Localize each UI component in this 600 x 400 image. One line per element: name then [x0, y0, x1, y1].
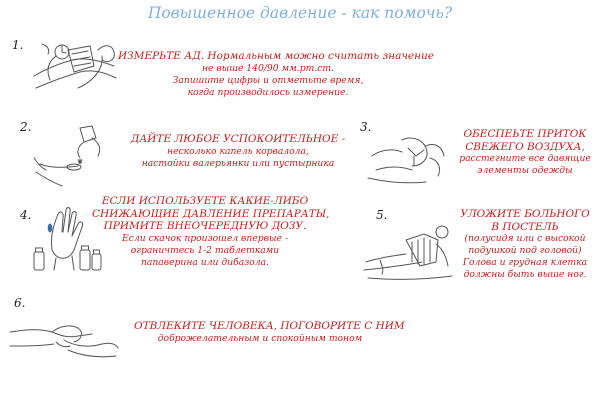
- step-5-number: 5.: [376, 208, 388, 222]
- step-4-heading-line: ЕСЛИ ИСПОЛЬЗУЕТЕ КАКИЕ-ЛИБО: [101, 195, 309, 207]
- step-5-body-line: подушкой под головой): [468, 245, 582, 256]
- step-1-body-line: не выше 140/90 мм.рт.ст.: [202, 62, 334, 74]
- holding-hands-icon: [8, 312, 120, 364]
- step-5-text: [452, 208, 598, 281]
- medicine-drops-spoon-icon: [32, 124, 112, 190]
- step-1-number: 1.: [12, 38, 24, 52]
- step-5-body-line: должны быть выше ног.: [463, 269, 587, 280]
- step-5-heading-line: УЛОЖИТЕ БОЛЬНОГО: [460, 208, 590, 220]
- step-4-heading-line: ПРИМИТЕ ВНЕОЧЕРЕДНУЮ ДОЗУ.: [103, 220, 307, 232]
- step-4-heading-line: СНИЖАЮЩИЕ ДАВЛЕНИЕ ПРЕПАРАТЫ,: [92, 207, 330, 220]
- step-5-body-line: Голова и грудная клетка: [462, 257, 588, 268]
- patient-lying-icon: [362, 222, 456, 284]
- step-4-number: 4.: [20, 208, 32, 222]
- step-3-body-line: расстегните все давящие: [459, 153, 591, 164]
- step-1-body-line: когда производилось измерение.: [187, 86, 349, 98]
- step-6-text: [134, 320, 405, 345]
- step-5-heading-line: В ПОСТЕЛЬ: [491, 220, 559, 233]
- step-6-body-line: доброжелательным и спокойным тоном: [157, 332, 363, 344]
- step-6-heading-line: ОТВЛЕКИТЕ ЧЕЛОВЕКА, ПОГОВОРИТЕ С НИМ: [134, 320, 405, 332]
- step-3-body-line: элементы одежды: [477, 165, 573, 176]
- step-3-text: [455, 128, 595, 177]
- step-1-text: [118, 50, 434, 99]
- step-4-body-line: папаверина или дибазола.: [140, 256, 270, 268]
- step-5-body-line: (полусидя или с высокой: [464, 233, 586, 244]
- step-2-heading-line: ДАЙТЕ ЛЮБОЕ УСПОКОИТЕЛЬНОЕ -: [130, 133, 346, 145]
- step-2-body-line: несколько капель корвалола,: [167, 145, 309, 157]
- step-3-heading-line: ОБЕСПЕЬТЕ ПРИТОК: [463, 128, 587, 140]
- step-4-body-line: Если скачок произошел впервые -: [122, 232, 288, 244]
- step-2-text: [118, 133, 358, 170]
- loosen-collar-icon: [366, 126, 450, 188]
- step-1-body-line: Запишите цифры и отметьте время,: [172, 74, 364, 86]
- step-2-body-line: настойки валерьянки или пустырника: [141, 157, 335, 169]
- step-1-heading-line: ИЗМЕРЬТЕ АД. Нормальным можно считать значение: [118, 50, 434, 62]
- step-4-body-line: ограничтесь 1-2 таблетками: [130, 244, 280, 256]
- step-3-number: 3.: [360, 120, 372, 134]
- step-2-number: 2.: [20, 120, 32, 134]
- step-3-heading-line: СВЕЖЕГО ВОЗДУХА,: [465, 140, 585, 153]
- blood-pressure-cuff-icon: [28, 36, 120, 98]
- page-title: Повышенное давление - как помочь?: [147, 4, 453, 22]
- step-4-text: [92, 195, 330, 269]
- step-6-number: 6.: [14, 296, 26, 310]
